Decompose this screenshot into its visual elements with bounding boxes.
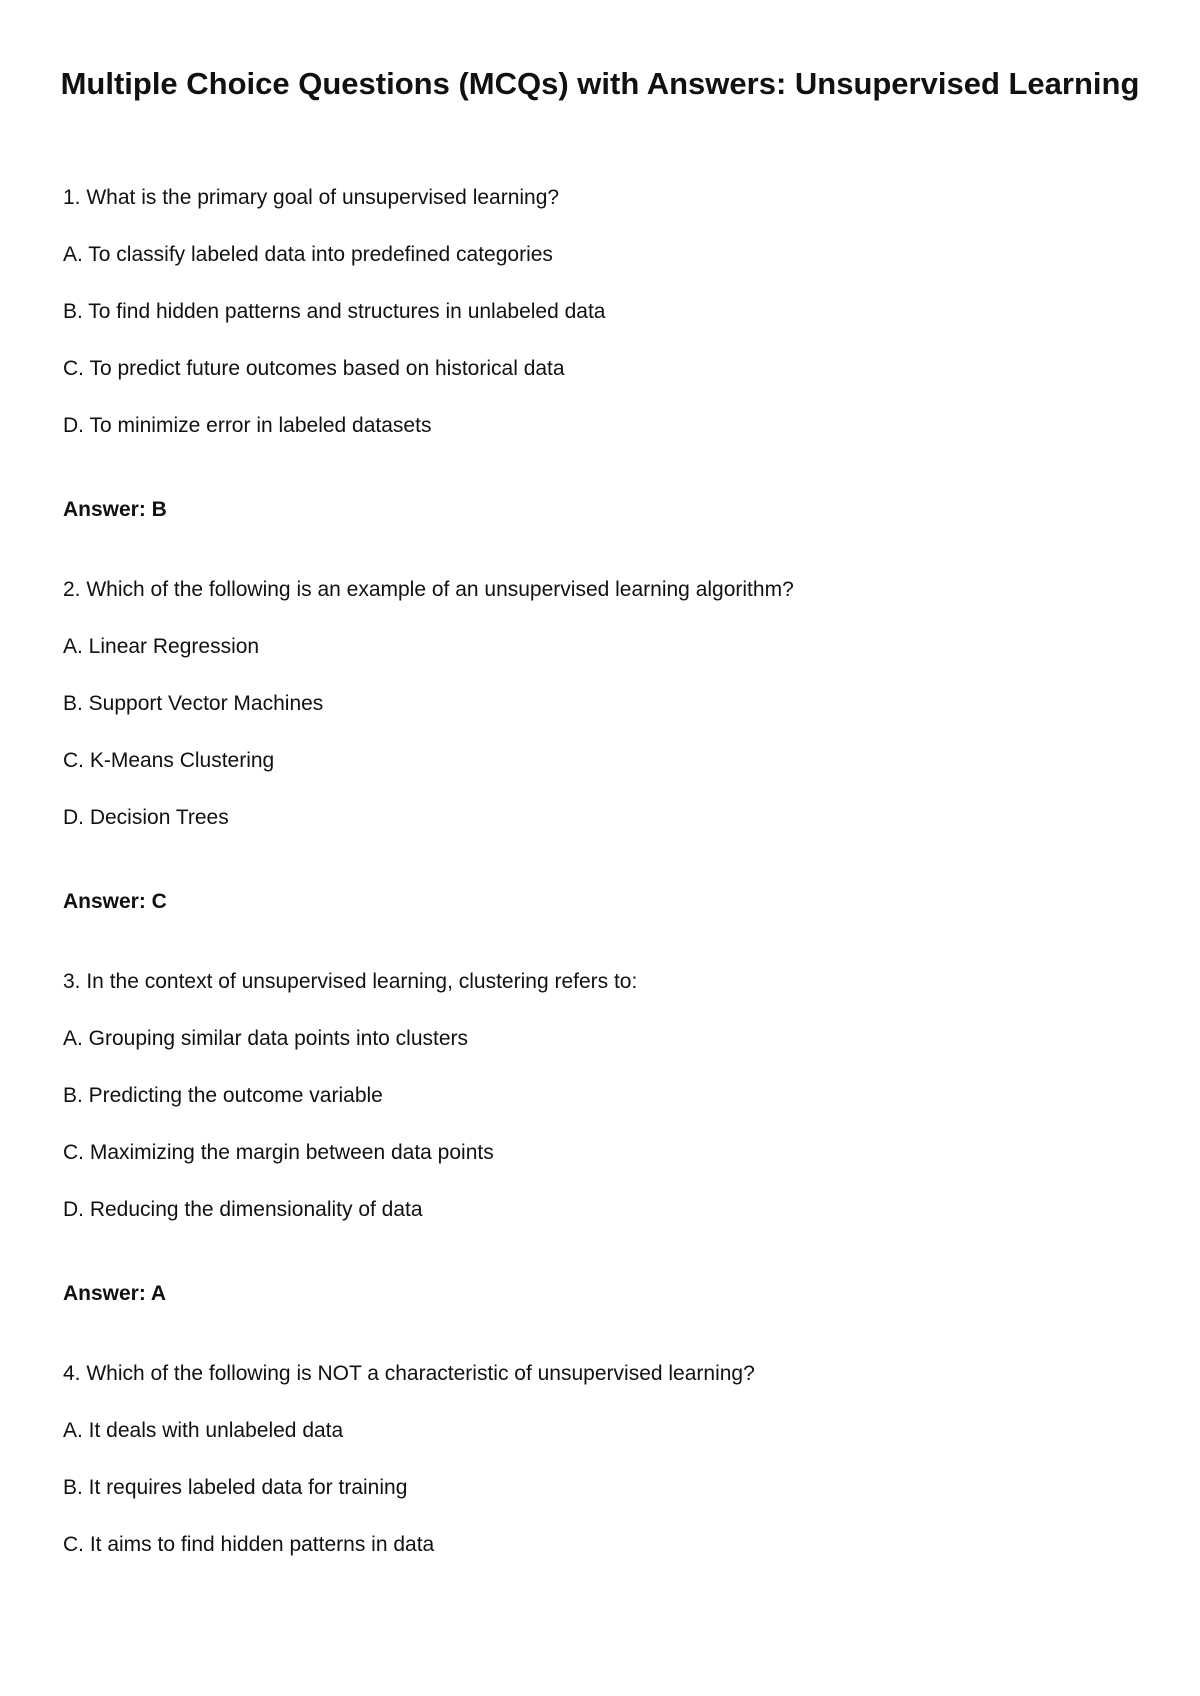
answer-label: Answer: A: [63, 1282, 167, 1305]
question-text: 3. In the context of unsupervised learning, clustering refers to:: [63, 970, 638, 993]
option-c: C. It aims to find hidden patterns in data: [63, 1533, 435, 1556]
question-text: 2. Which of the following is an example of an unsupervised learning algorithm?: [63, 578, 794, 601]
option-d: D. Decision Trees: [63, 806, 229, 829]
option-d: D. Reducing the dimensionality of data: [63, 1198, 423, 1221]
page-title: Multiple Choice Questions (MCQs) with Answers: Unsupervised Learning: [60, 66, 1140, 101]
question-text: 1. What is the primary goal of unsupervised learning?: [63, 186, 560, 209]
option-c: C. K-Means Clustering: [63, 749, 275, 772]
mcq-list: [63, 183, 1143, 1610]
option-b: B. It requires labeled data for training: [63, 1476, 408, 1499]
option-c: C. Maximizing the margin between data points: [63, 1141, 494, 1164]
option-a: A. To classify labeled data into predefined categories: [63, 243, 553, 266]
answer-label: Answer: B: [63, 498, 167, 521]
question-block-4: [63, 1359, 1143, 1560]
question-block-3: [63, 967, 1143, 1309]
answer-label: Answer: C: [63, 890, 167, 913]
option-b: B. Predicting the outcome variable: [63, 1084, 383, 1107]
option-d: D. To minimize error in labeled datasets: [63, 414, 432, 437]
option-b: B. To find hidden patterns and structures in unlabeled data: [63, 300, 606, 323]
question-block-1: [63, 183, 1143, 525]
option-a: A. Grouping similar data points into clusters: [63, 1027, 469, 1050]
question-block-2: [63, 575, 1143, 917]
option-a: A. It deals with unlabeled data: [63, 1419, 344, 1442]
option-b: B. Support Vector Machines: [63, 692, 324, 715]
option-c: C. To predict future outcomes based on historical data: [63, 357, 565, 380]
question-text: 4. Which of the following is NOT a characteristic of unsupervised learning?: [63, 1362, 755, 1385]
option-a: A. Linear Regression: [63, 635, 260, 658]
